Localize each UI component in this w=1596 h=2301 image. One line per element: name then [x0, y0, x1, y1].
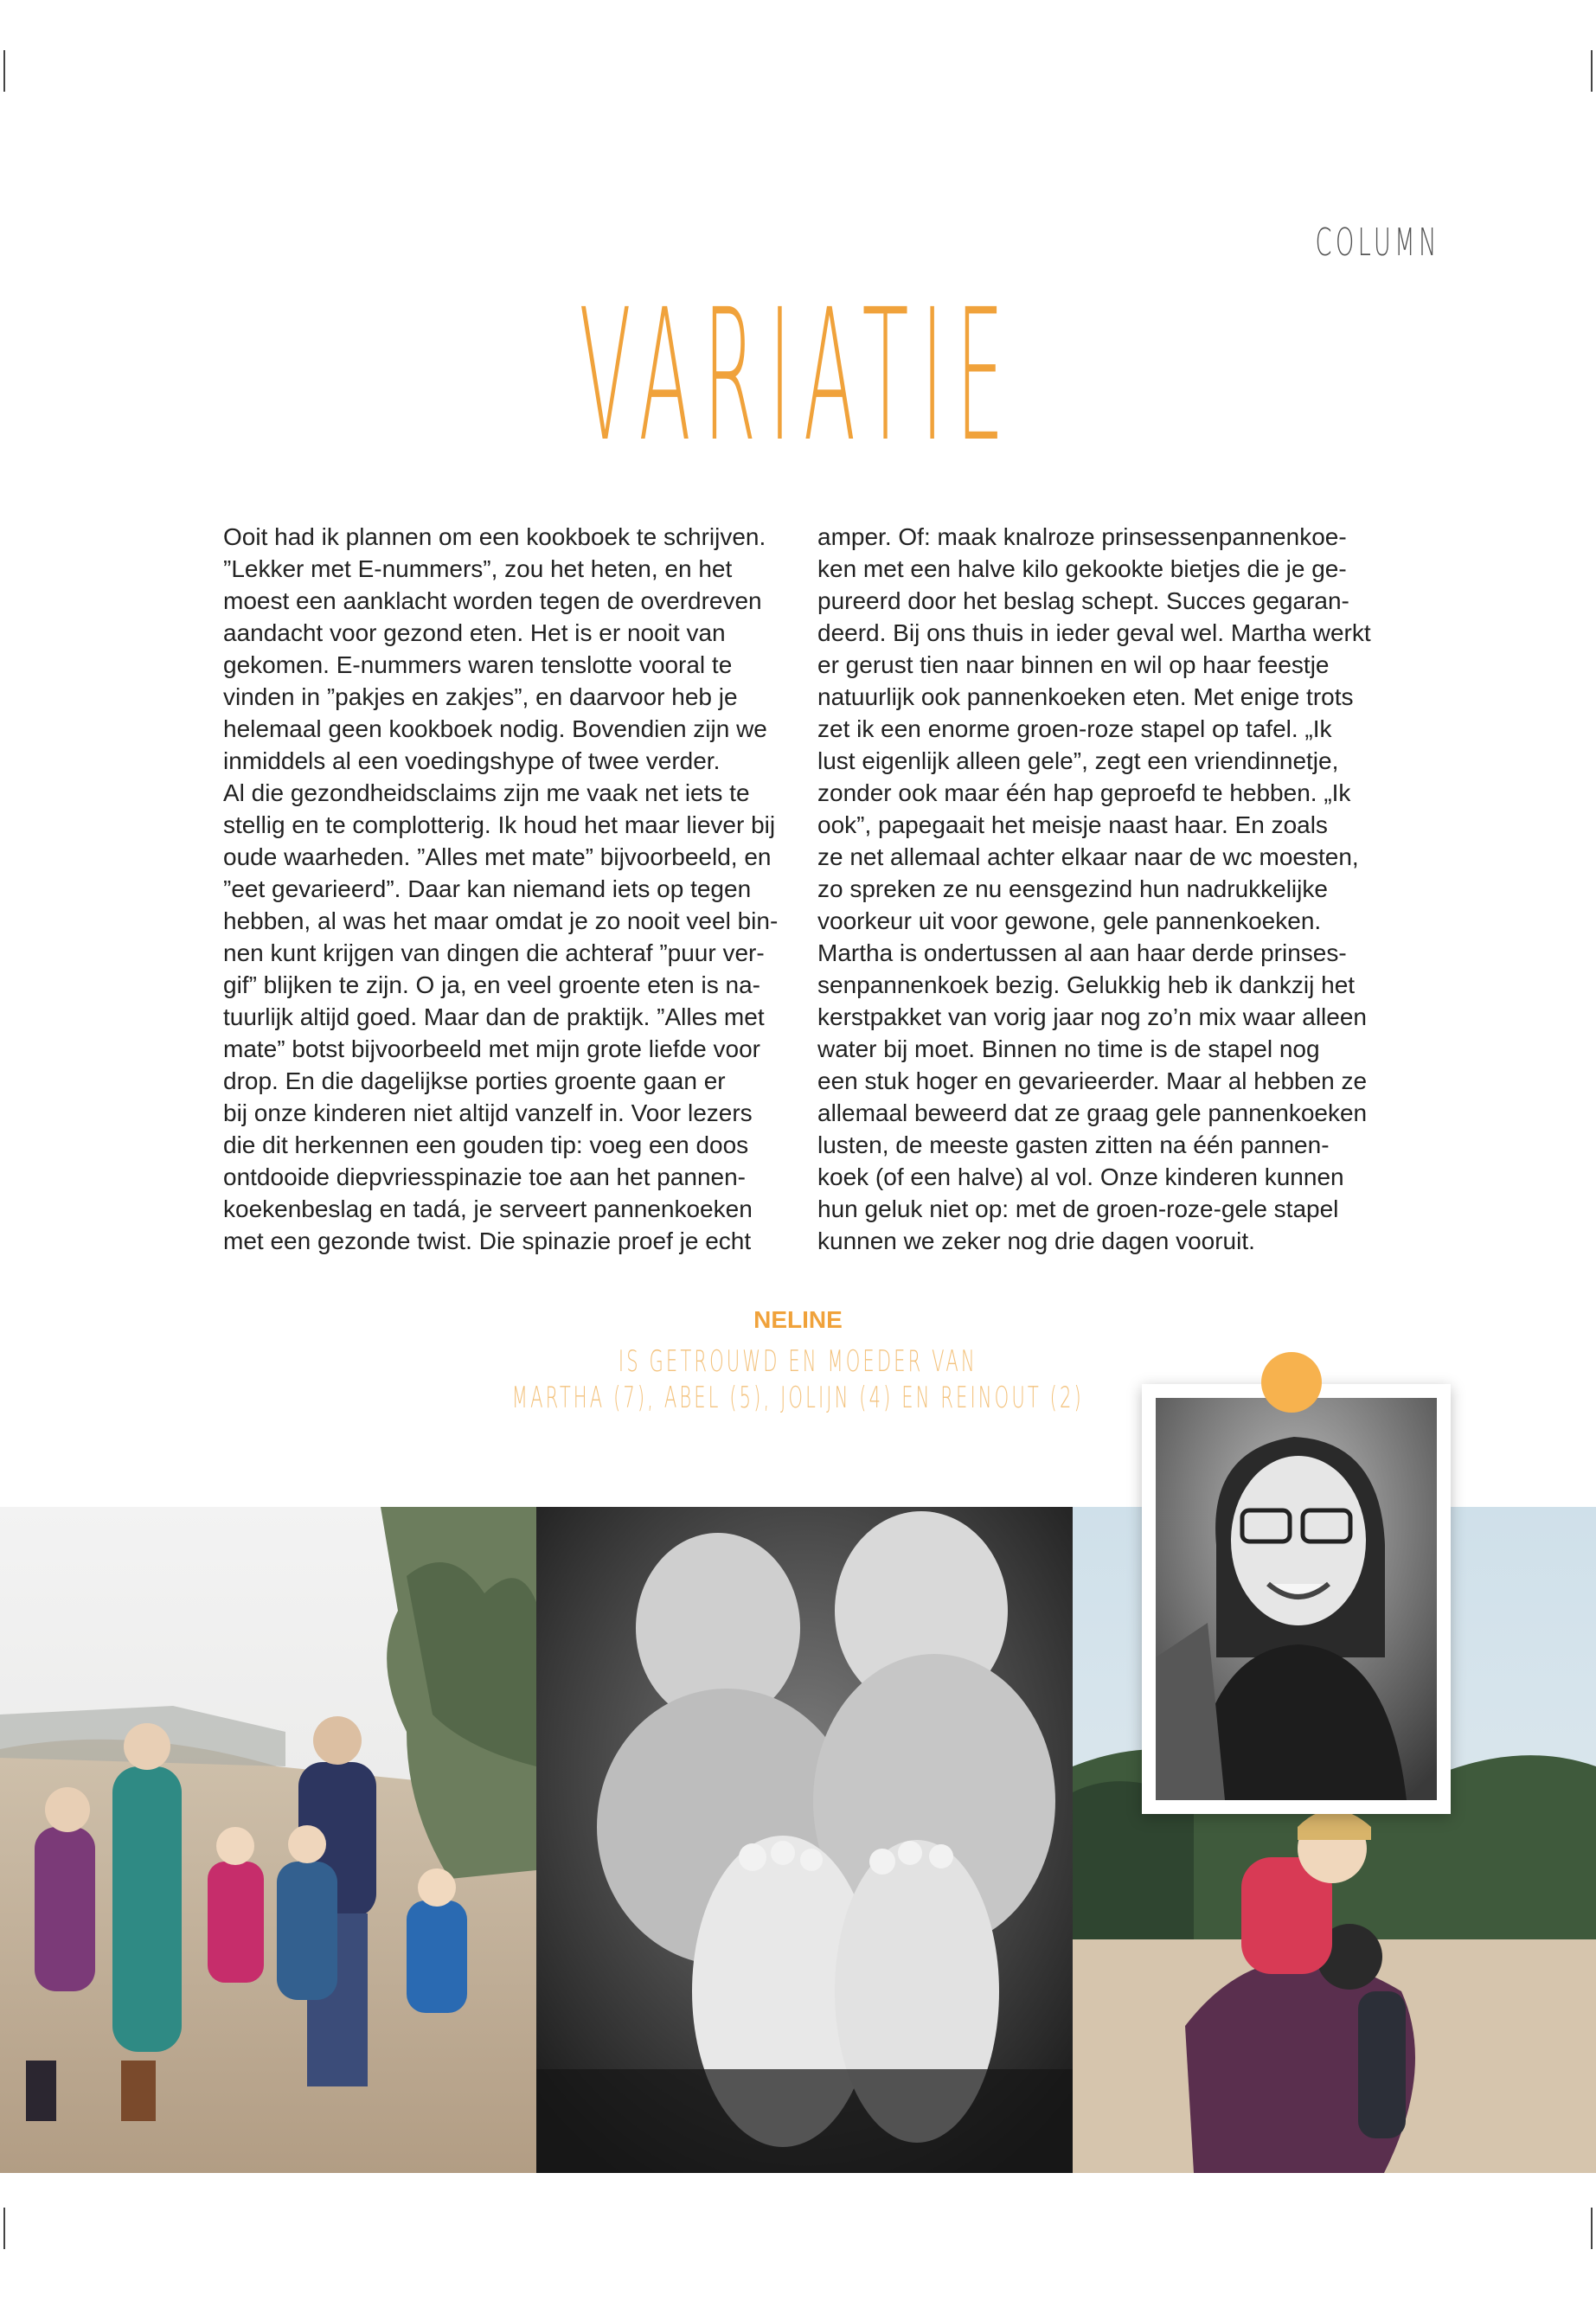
article-line: er gerust tien naar binnen en wil op haar feestje [817, 651, 1330, 678]
article-line: deerd. Bij ons thuis in ieder geval wel. Martha werkt [817, 619, 1371, 646]
article-line: die dit herkennen een gouden tip: voeg een doos [223, 1131, 749, 1158]
accent-dot [1261, 1352, 1322, 1413]
article-line: mate” botst bijvoorbeeld met mijn grote liefde voor [223, 1035, 760, 1062]
article-line: zet ik een enorme groen-roze stapel op tafel. „Ik [817, 715, 1332, 742]
article-line: stellig en te complotterig. Ik houd het maar liever bij [223, 811, 776, 838]
article-column-left [223, 521, 794, 1257]
crop-mark-top-left [3, 50, 5, 92]
article-line: ontdooide diepvriesspinazie toe aan het pannen- [223, 1163, 747, 1190]
family-dunes-photo [0, 1507, 536, 2173]
article-line: gekomen. E-nummers waren tenslotte vooral te [223, 651, 733, 678]
article-line: drop. En die dagelijkse porties groente gaan er [223, 1067, 726, 1094]
article-line: ”Lekker met E-nummers”, zou het heten, en het [223, 555, 733, 582]
article-line: bij onze kinderen niet altijd vanzelf in. Voor lezers [223, 1099, 753, 1126]
article-line: lusten, de meeste gasten zitten na één pannen- [817, 1131, 1330, 1158]
article-line: een stuk hoger en gevarieerder. Maar al hebben ze [817, 1067, 1368, 1094]
article-line: Al die gezondheidsclaims zijn me vaak net iets te [223, 779, 750, 806]
article-line: zo spreken ze nu eensgezind hun nadrukkelijke [817, 875, 1328, 902]
article-line: Martha is ondertussen al aan haar derde prinses- [817, 939, 1347, 966]
article-line: koekenbeslag en tadá, je serveert pannenkoeken [223, 1195, 753, 1222]
article-line: koek (of een halve) al vol. Onze kinderen kunnen [817, 1163, 1344, 1190]
article-line: pureerd door het beslag schept. Succes gegaran- [817, 587, 1349, 614]
crop-mark-bottom-left [3, 2208, 5, 2249]
article-line: Ooit had ik plannen om een kookboek te schrijven. [223, 523, 766, 550]
article-column-right [817, 521, 1388, 1257]
article-line: helemaal geen kookboek nodig. Bovendien zijn we [223, 715, 767, 742]
article-line: allemaal beweerd dat ze graag gele pannenkoeken [817, 1099, 1368, 1126]
article-line: met een gezonde twist. Die spinazie proef je echt [223, 1227, 752, 1254]
article-line: water bij moet. Binnen no time is de stapel nog [817, 1035, 1320, 1062]
article-line: nen kunt krijgen van dingen die achteraf ”puur ver- [223, 939, 765, 966]
author-portrait-photo [1156, 1398, 1437, 1800]
article-line: zonder ook maar één hap geproefd te hebben. „Ik [817, 779, 1351, 806]
article-line: natuurlijk ook pannenkoeken eten. Met enige trots [817, 683, 1354, 710]
article-line: hebben, al was het maar omdat je zo nooit veel bin- [223, 907, 779, 934]
kids-feet-bw-photo [536, 1507, 1073, 2173]
author-bio-line-2: MARTHA (7), ABEL (5), JOLIJN (4) EN REINOUT (2) [511, 1381, 1084, 1415]
article-line: voorkeur uit voor gewone, gele pannenkoeken. [817, 907, 1322, 934]
article-line: hun geluk niet op: met de groen-roze-gele stapel [817, 1195, 1339, 1222]
article-line: ook”, papegaait het meisje naast haar. En zoals [817, 811, 1328, 838]
article-line: moest een aanklacht worden tegen de overdreven [223, 587, 762, 614]
article-line: tuurlijk altijd goed. Maar dan de praktijk. ”Alles met [223, 1003, 765, 1030]
article-line: ”eet gevarieerd”. Daar kan niemand iets op tegen [223, 875, 752, 902]
article-line: oude waarheden. ”Alles met mate” bijvoorbeeld, en [223, 843, 772, 870]
article-line: aandacht voor gezond eten. Het is er nooit van [223, 619, 726, 646]
article-line: ze net allemaal achter elkaar naar de wc moesten, [817, 843, 1359, 870]
crop-mark-top-right [1591, 50, 1593, 92]
article-line: inmiddels al een voedingshype of twee verder. [223, 747, 721, 774]
author-bio-line-1: IS GETROUWD EN MOEDER VAN [618, 1344, 977, 1379]
article-line: ken met een halve kilo gekookte bietjes die je ge- [817, 555, 1347, 582]
page-title: VARIATIE [579, 270, 1017, 482]
article-line: amper. Of: maak knalroze prinsessenpannenkoe- [817, 523, 1347, 550]
article-line: vinden in ”pakjes en zakjes”, en daarvoor heb je [223, 683, 738, 710]
section-label: COLUMN [1315, 221, 1440, 265]
article-line: kerstpakket van vorig jaar nog zo’n mix waar alleen [817, 1003, 1367, 1030]
author-portrait-frame [1142, 1384, 1451, 1814]
article-line: lust eigenlijk alleen gele”, zegt een vriendinnetje, [817, 747, 1339, 774]
crop-mark-bottom-right [1591, 2208, 1593, 2249]
article-line: gif” blijken te zijn. O ja, en veel groente eten is na- [223, 971, 761, 998]
author-name: NELINE [753, 1306, 843, 1333]
article-line: kunnen we zeker nog drie dagen vooruit. [817, 1227, 1255, 1254]
article-line: senpannenkoek bezig. Gelukkig heb ik dankzij het [817, 971, 1356, 998]
